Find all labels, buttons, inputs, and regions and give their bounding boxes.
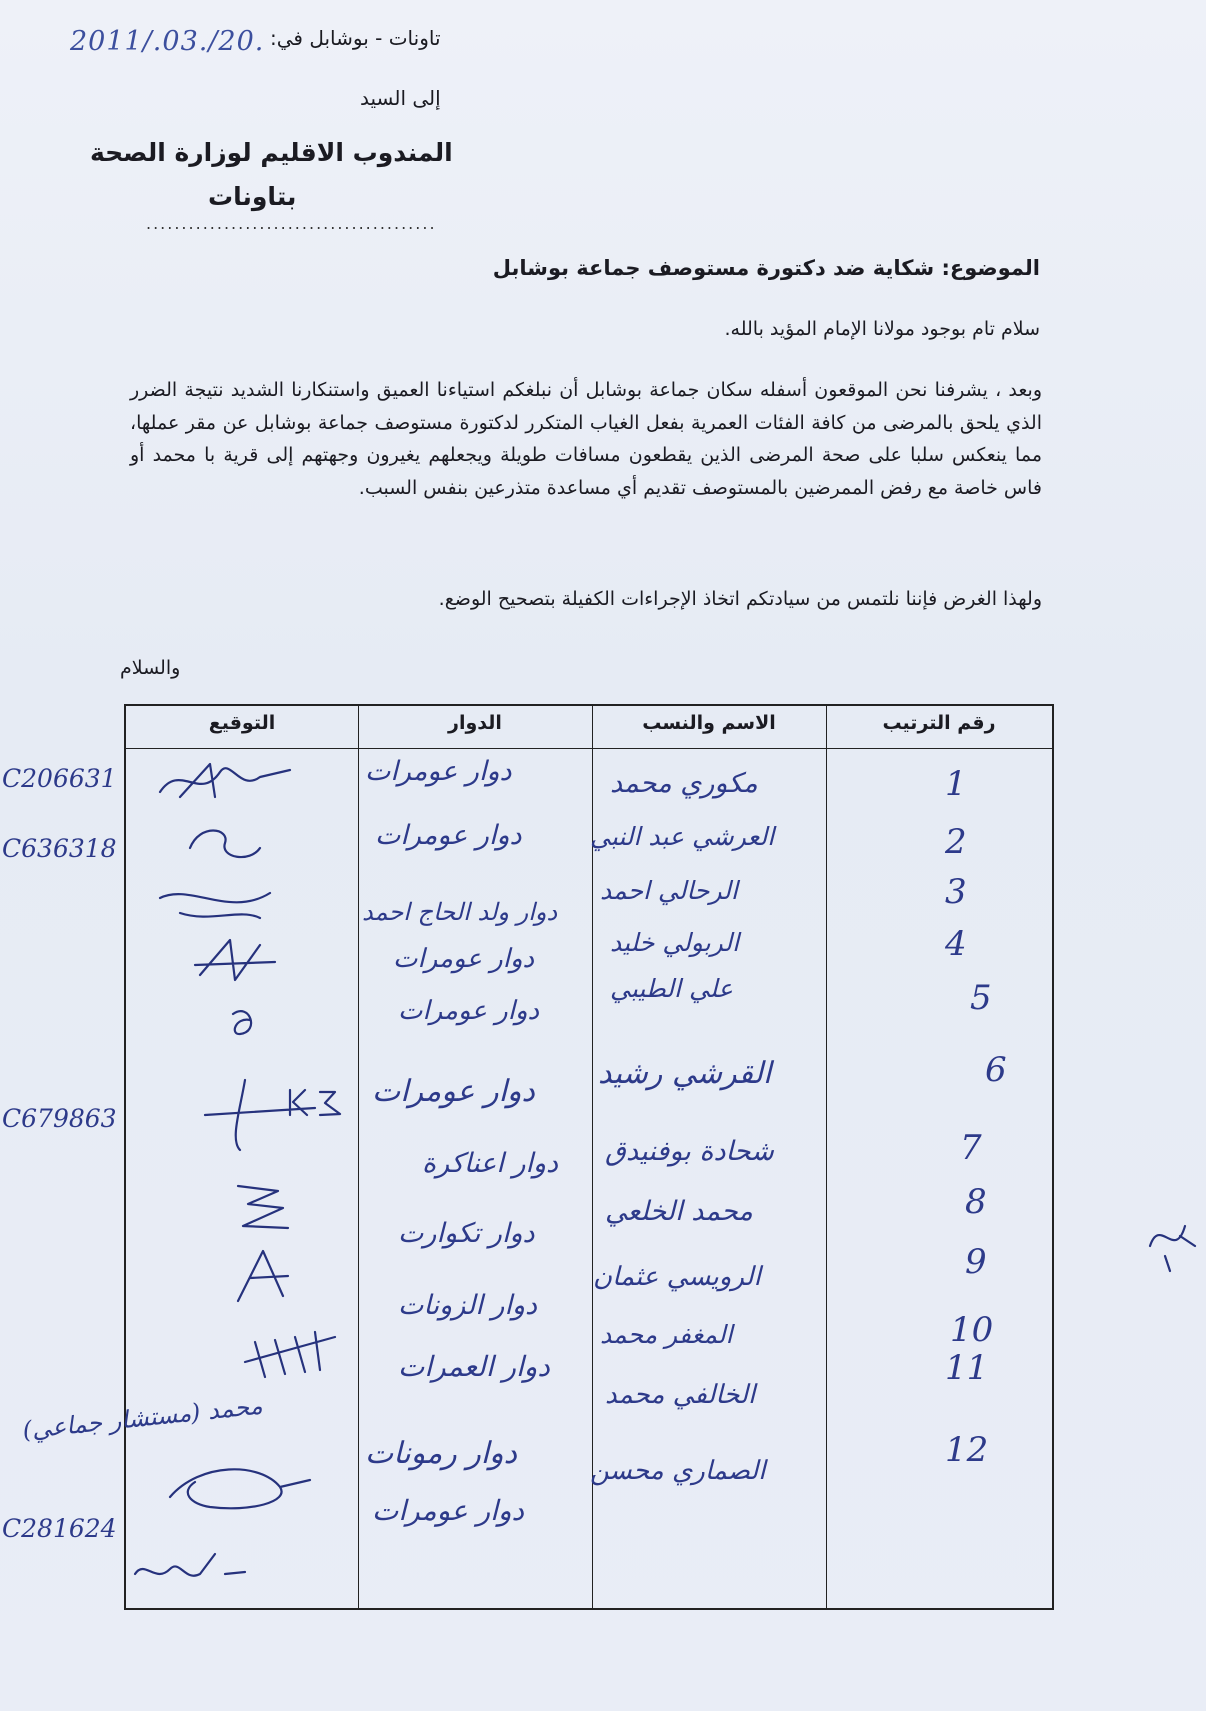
row-douar: دوار الزونات: [398, 1290, 538, 1321]
letter-body: وبعد ، يشرفنا نحن الموقعون أسفله سكان جماعة بوشابل أن نبلغكم استياءنا العميق واستنكارنا الشديد نتيجة الضرر الذي يلحق بالمرضى من كافة الفئات العمرية بفعل الغياب المتكرر لدكتورة مستوصف جماعة بوشابل عن مقر عملها، مما ينعكس سلبا على صحة المرضى الذين يقطعون مسافات طويلة ويجعلهم يغيرون وجهتهم إلى قرية با محمد أو فاس خاصة مع رفض الممرضين بالمستوصف تقديم أي مساعدة متذرعين بنفس السبب.: [130, 379, 1042, 499]
row-number: 6: [985, 1050, 1007, 1090]
row-douar: دوار عومرات: [372, 1074, 535, 1109]
row-name: شحادة بوفنيدق: [605, 1136, 774, 1167]
row-douar: دوار رمونات: [365, 1436, 517, 1471]
signature-6: [195, 1070, 355, 1155]
row-number: 4: [945, 924, 967, 964]
signature-9: [235, 1322, 345, 1382]
row-douar: دوار اعناكرة: [422, 1148, 559, 1179]
header-signature: التوقيع: [208, 712, 276, 734]
addressee-label: إلى السيد: [360, 86, 441, 110]
header-name: الاسم والنسب: [642, 712, 776, 734]
margin-scribble: [1140, 1206, 1200, 1276]
signature-11: [125, 1544, 255, 1589]
row-name: القرشي رشيد: [598, 1056, 772, 1091]
row-douar: دوار تكوارت: [398, 1218, 535, 1249]
row-number: 10: [950, 1310, 994, 1350]
recipient-line-2: بتاونات: [208, 182, 297, 211]
row-name: الربولي خليد: [610, 928, 740, 957]
row-name: محمد الخلعي: [605, 1196, 753, 1227]
signature-8: [228, 1246, 298, 1306]
signature-10: [150, 1452, 320, 1522]
signature-1: [140, 752, 300, 812]
row-number: 11: [945, 1348, 989, 1388]
row-douar: دوار عومرات: [398, 996, 540, 1026]
row-number: 1: [945, 764, 967, 804]
row-name: المغفر محمد: [600, 1320, 733, 1349]
signature-2: [180, 818, 270, 868]
row-number: 7: [960, 1128, 982, 1168]
letter-closing: والسلام: [120, 657, 181, 679]
side-id-number: C636318: [2, 834, 117, 863]
dotted-line: .........................................: [146, 214, 437, 233]
header-divider: [126, 748, 1052, 749]
row-douar: دوار عومرات: [393, 944, 535, 974]
row-number: 2: [945, 822, 967, 862]
side-id-number: C206631: [2, 764, 117, 793]
handwritten-date: 2011/.03./20.: [70, 26, 265, 57]
row-name: مكوري محمد: [610, 768, 758, 799]
row-douar: دوار عومرات: [365, 756, 512, 787]
side-id-number: C281624: [2, 1514, 117, 1543]
row-name: علي الطيبي: [610, 974, 733, 1003]
row-douar: دوار عومرات: [372, 1494, 524, 1527]
letter-greeting: سلام تام بوجود مولانا الإمام المؤيد بالله.: [724, 318, 1040, 340]
column-divider: [358, 706, 359, 1608]
letter-subject: الموضوع: شكاية ضد دكتورة مستوصف جماعة بوشابل: [492, 256, 1040, 280]
row-number: 5: [970, 978, 992, 1018]
signature-7: [228, 1176, 298, 1236]
row-number: 3: [945, 872, 967, 912]
row-douar: دوار عومرات: [375, 820, 522, 851]
recipient-line-1: المندوب الاقليم لوزارة الصحة: [90, 138, 453, 167]
row-name: الخالفي محمد: [605, 1380, 756, 1410]
row-number: 9: [965, 1242, 987, 1282]
signature-5: [225, 1002, 265, 1042]
row-name: الصماري محسن: [590, 1456, 766, 1486]
side-note: محمد (مستشار جماعي): [21, 1391, 264, 1445]
column-divider: [826, 706, 827, 1608]
row-douar: دوار ولد الحاج احمد: [362, 898, 558, 926]
signature-4: [190, 930, 280, 990]
header-douar: الدوار: [448, 712, 502, 734]
row-douar: دوار العمرات: [398, 1350, 550, 1383]
row-number: 12: [945, 1430, 989, 1470]
row-name: الرويسي عثمان: [593, 1262, 761, 1292]
row-number: 8: [965, 1182, 987, 1222]
row-name: العرشي عبد النبي: [590, 822, 775, 851]
row-name: الرحالي احمد: [600, 876, 738, 905]
letter-request: ولهذا الغرض فإننا نلتمس من سيادتكم اتخاذ الإجراءات الكفيلة بتصحيح الوضع.: [438, 588, 1042, 610]
header-number: رقم الترتيب: [882, 712, 996, 734]
signature-3: [150, 878, 280, 933]
place-label: تاونات - بوشابل في:: [270, 26, 441, 50]
side-id-number: C679863: [2, 1104, 117, 1133]
